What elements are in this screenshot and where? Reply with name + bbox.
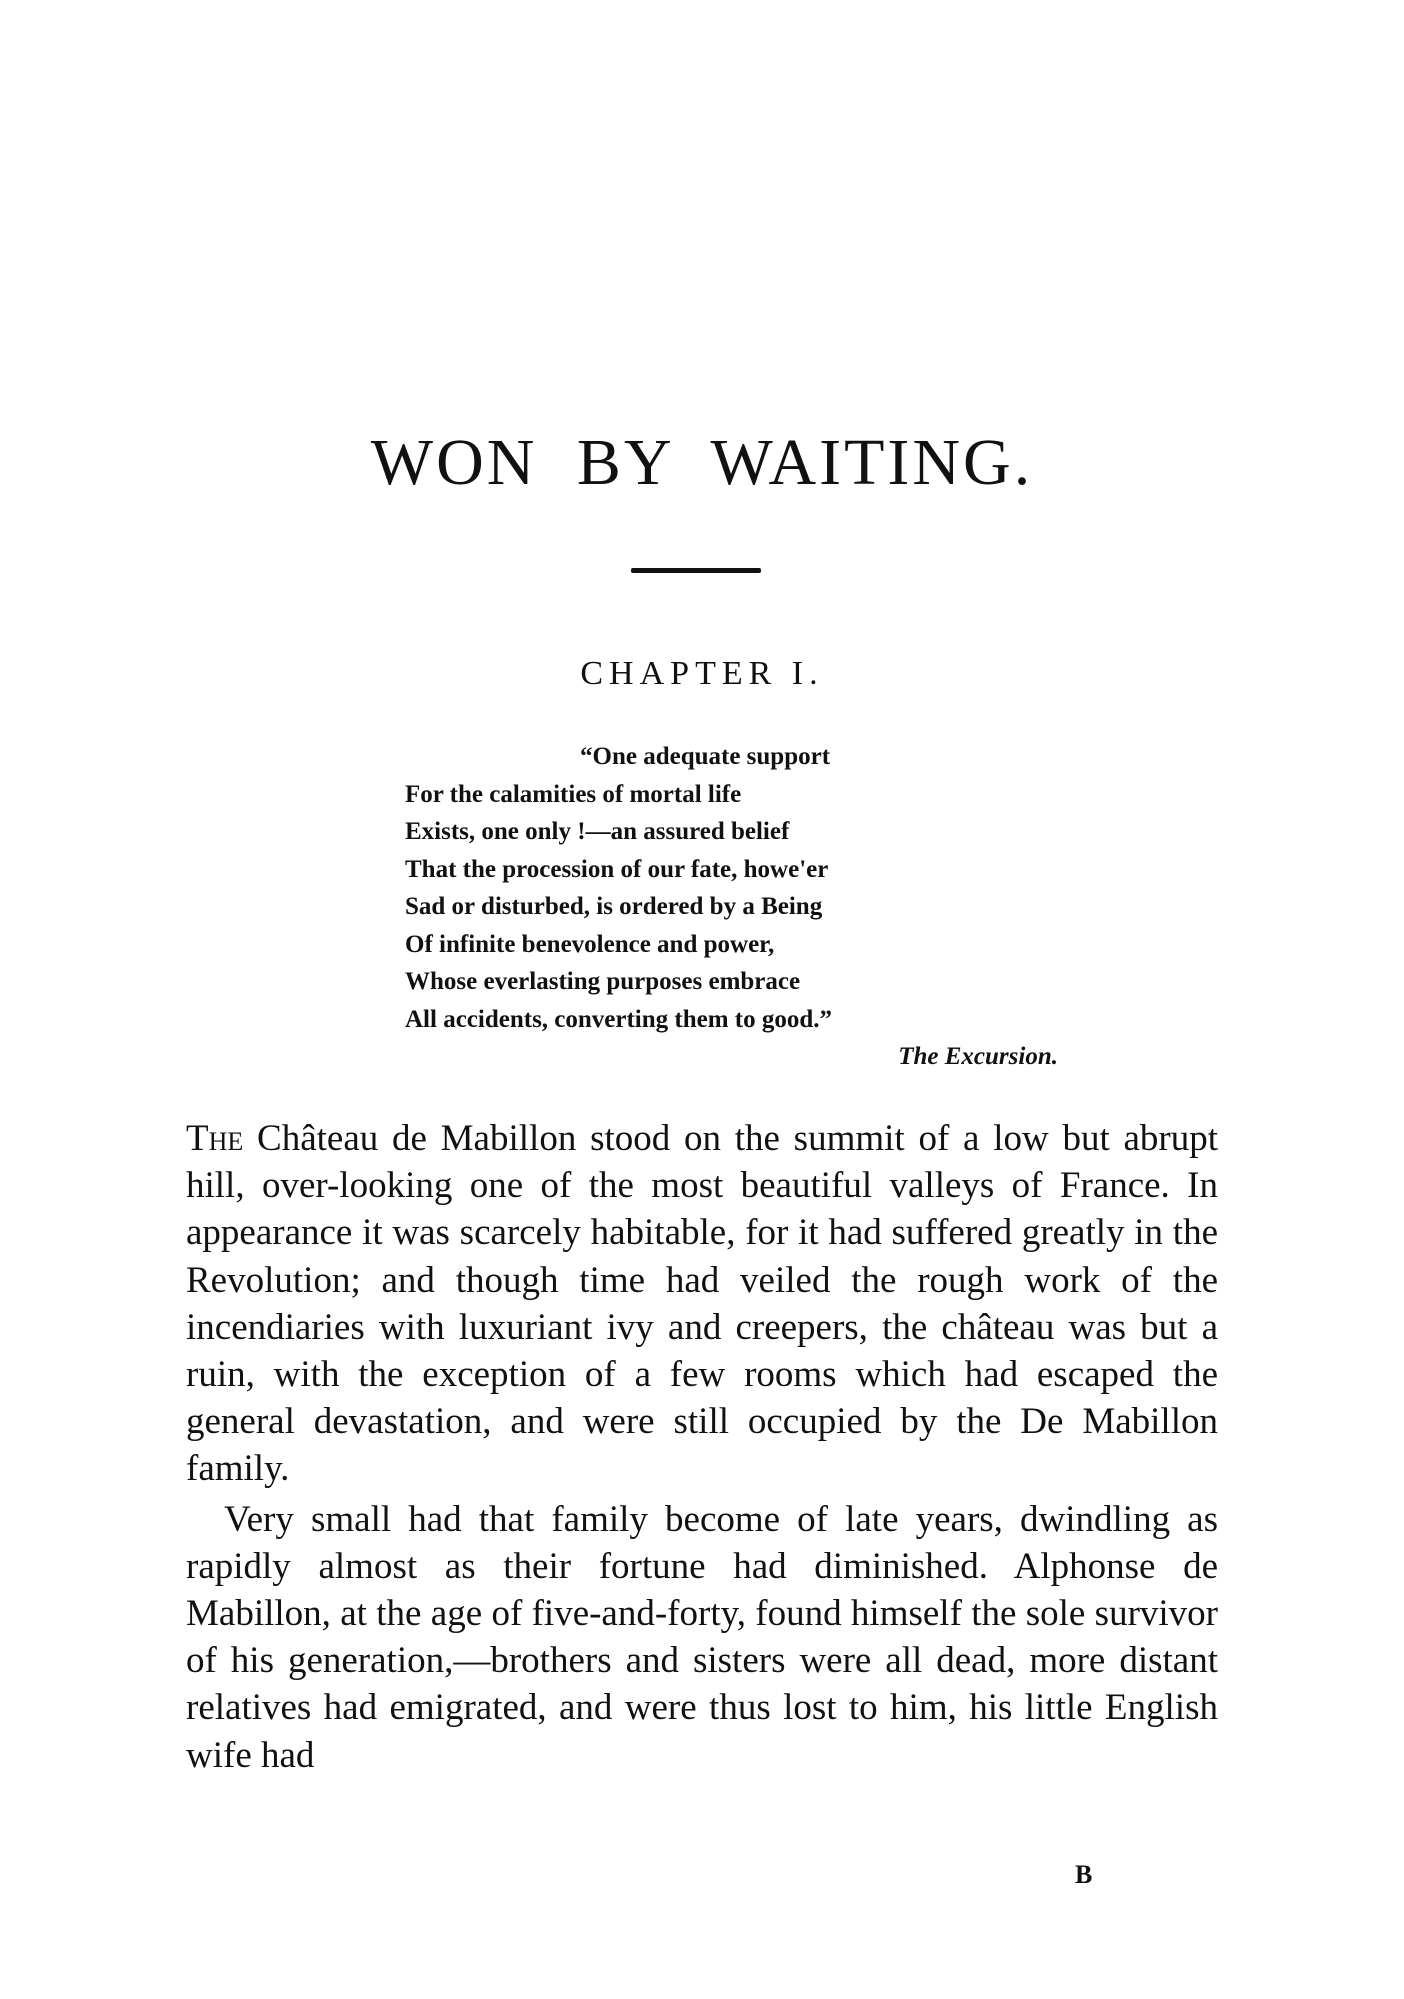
- epigraph-line: That the procession of our fate, howe'er: [405, 855, 829, 883]
- paragraph-lead-word: The: [186, 1118, 244, 1159]
- body-text: [186, 1115, 1218, 1779]
- epigraph: [405, 738, 1070, 1076]
- epigraph-line: Sad or disturbed, is ordered by a Being: [405, 893, 823, 920]
- paragraph: [186, 1115, 1218, 1493]
- epigraph-line: All accidents, converting them to good.”: [405, 1005, 833, 1033]
- chapter-heading: CHAPTER I.: [580, 655, 824, 692]
- epigraph-line: Of infinite benevolence and power,: [405, 930, 775, 958]
- epigraph-line: “One adequate support: [580, 743, 831, 770]
- epigraph-line: Exists, one only !—an assured belief: [405, 818, 790, 845]
- title-rule: [631, 568, 761, 573]
- signature-mark: B: [1075, 1860, 1093, 1889]
- book-title: WON BY WAITING.: [370, 426, 1034, 499]
- epigraph-line: Whose everlasting purposes embrace: [405, 968, 801, 995]
- epigraph-line: For the calamities of mortal life: [405, 780, 742, 808]
- paragraph-text: Château de Mabillon stood on the summit of a low but abrupt hill, over-looking one of the most beautiful valleys of France. In appearance it was scarcely habitable, for it had suffered greatly in the Revolution; and though time had veiled the rough work of the incendiaries with luxuriant ivy and creepers, the château was but a ruin, with the exception of a few rooms which had escaped the general devastation, and were still occupied by the De Mabillon family.: [186, 1118, 1218, 1490]
- epigraph-source: The Excursion.: [898, 1043, 1058, 1070]
- paragraph: Very small had that family become of late years, dwindling as rapidly almost as their fortune had diminished. Alphonse de Mabillon, at the age of five-and-forty, found himself the sole survivor of his generation,—brothers and sisters were all dead, more distant relatives had emigrated, and were thus lost to him, his little English wife had: [186, 1498, 1218, 1776]
